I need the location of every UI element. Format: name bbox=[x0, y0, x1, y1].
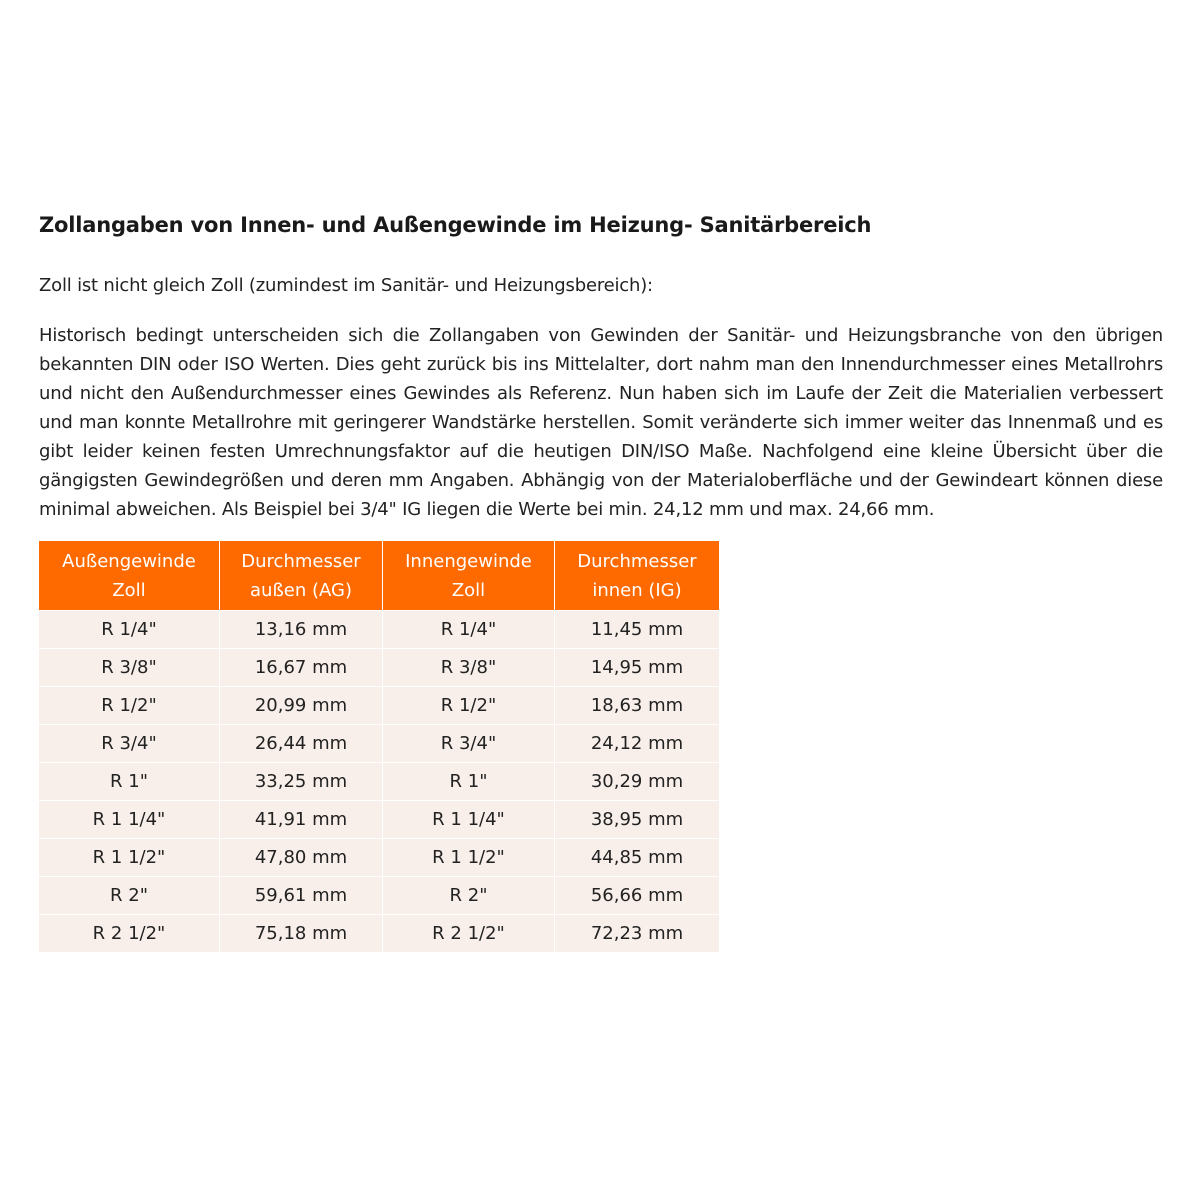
table-cell: R 3/4" bbox=[383, 725, 555, 763]
table-cell: 13,16 mm bbox=[220, 611, 383, 649]
table-row bbox=[39, 725, 719, 763]
table-row bbox=[39, 877, 719, 915]
table-cell: R 2" bbox=[383, 877, 555, 915]
table-cell: R 1/4" bbox=[383, 611, 555, 649]
header-inner-diameter bbox=[555, 541, 720, 611]
table-row bbox=[39, 839, 719, 877]
header-line: Durchmesser bbox=[241, 551, 361, 572]
table-cell: 33,25 mm bbox=[220, 763, 383, 801]
page-title: Zollangaben von Innen- und Außengewinde im Heizung- Sanitärbereich bbox=[39, 213, 872, 237]
table-cell: 18,63 mm bbox=[555, 687, 720, 725]
body-text: Historisch bedingt unterscheiden sich die Zollangaben von Gewinden der Sanitär- und Heizungsbranche von den übrigen bekannten DIN oder ISO Werten. Dies geht zurück bis ins Mittelalter, dort nahm man den Innendurchmesser eines Metallrohrs und nicht den Außendurchmesser eines Gewindes als Referenz. Nun haben sich im Laufe der Zeit die Materialien verbessert und man konnte Metallrohre mit geringerer Wandstärke herstellen. Somit veränderte sich immer weiter das Innenmaß und es gibt leider keinen festen Umrechnungsfaktor auf die heutigen DIN/ISO Maße. Nachfolgend eine kleine Übersicht über die gängigsten Gewindegrößen und deren mm Angaben. Abhängig von der Materialoberfläche und der Gewindeart können diese minimal abweichen. Als Beispiel bei 3/4" IG liegen die Werte bei min. 24,12 mm und max. 24,66 mm. bbox=[39, 325, 1163, 520]
table-cell: R 2" bbox=[39, 877, 220, 915]
table-cell: R 1/4" bbox=[39, 611, 220, 649]
table-cell: 24,12 mm bbox=[555, 725, 720, 763]
table-cell: 11,45 mm bbox=[555, 611, 720, 649]
table-cell: 26,44 mm bbox=[220, 725, 383, 763]
table-cell: 41,91 mm bbox=[220, 801, 383, 839]
table-cell: R 1/2" bbox=[383, 687, 555, 725]
table-cell: R 3/4" bbox=[39, 725, 220, 763]
table-cell: R 2 1/2" bbox=[383, 915, 555, 953]
table-cell: 47,80 mm bbox=[220, 839, 383, 877]
article bbox=[39, 210, 1163, 952]
table-cell: 16,67 mm bbox=[220, 649, 383, 687]
table-row bbox=[39, 649, 719, 687]
table-cell: R 2 1/2" bbox=[39, 915, 220, 953]
table-row bbox=[39, 763, 719, 801]
table-cell: R 1/2" bbox=[39, 687, 220, 725]
header-line: Innengewinde bbox=[405, 551, 532, 572]
table-cell: 20,99 mm bbox=[220, 687, 383, 725]
table-cell: R 1" bbox=[383, 763, 555, 801]
table-cell: 38,95 mm bbox=[555, 801, 720, 839]
table-cell: 59,61 mm bbox=[220, 877, 383, 915]
table-cell: R 1 1/4" bbox=[39, 801, 220, 839]
table-cell: 30,29 mm bbox=[555, 763, 720, 801]
header-line: Außengewinde bbox=[62, 551, 196, 572]
table-row bbox=[39, 801, 719, 839]
table-cell: R 1 1/2" bbox=[383, 839, 555, 877]
table-cell: 72,23 mm bbox=[555, 915, 720, 953]
table-cell: R 1 1/2" bbox=[39, 839, 220, 877]
table-row bbox=[39, 611, 719, 649]
table-row bbox=[39, 687, 719, 725]
table-cell: R 3/8" bbox=[383, 649, 555, 687]
header-line: Durchmesser bbox=[577, 551, 697, 572]
header-line: innen (IG) bbox=[592, 580, 682, 601]
header-line: außen (AG) bbox=[250, 580, 352, 601]
thread-size-table bbox=[39, 541, 719, 952]
header-inner-thread-inch bbox=[383, 541, 555, 611]
table-cell: 44,85 mm bbox=[555, 839, 720, 877]
table-cell: 75,18 mm bbox=[220, 915, 383, 953]
table-cell: 56,66 mm bbox=[555, 877, 720, 915]
header-outer-diameter bbox=[220, 541, 383, 611]
intro-text: Zoll ist nicht gleich Zoll (zumindest im Sanitär- und Heizungsbereich): bbox=[39, 275, 653, 296]
table-header-row bbox=[39, 541, 719, 611]
header-line: Zoll bbox=[112, 580, 146, 601]
table-cell: R 1 1/4" bbox=[383, 801, 555, 839]
table-cell: R 1" bbox=[39, 763, 220, 801]
table-row bbox=[39, 915, 719, 953]
header-outer-thread-inch bbox=[39, 541, 220, 611]
table-cell: 14,95 mm bbox=[555, 649, 720, 687]
table-cell: R 3/8" bbox=[39, 649, 220, 687]
header-line: Zoll bbox=[451, 580, 486, 601]
